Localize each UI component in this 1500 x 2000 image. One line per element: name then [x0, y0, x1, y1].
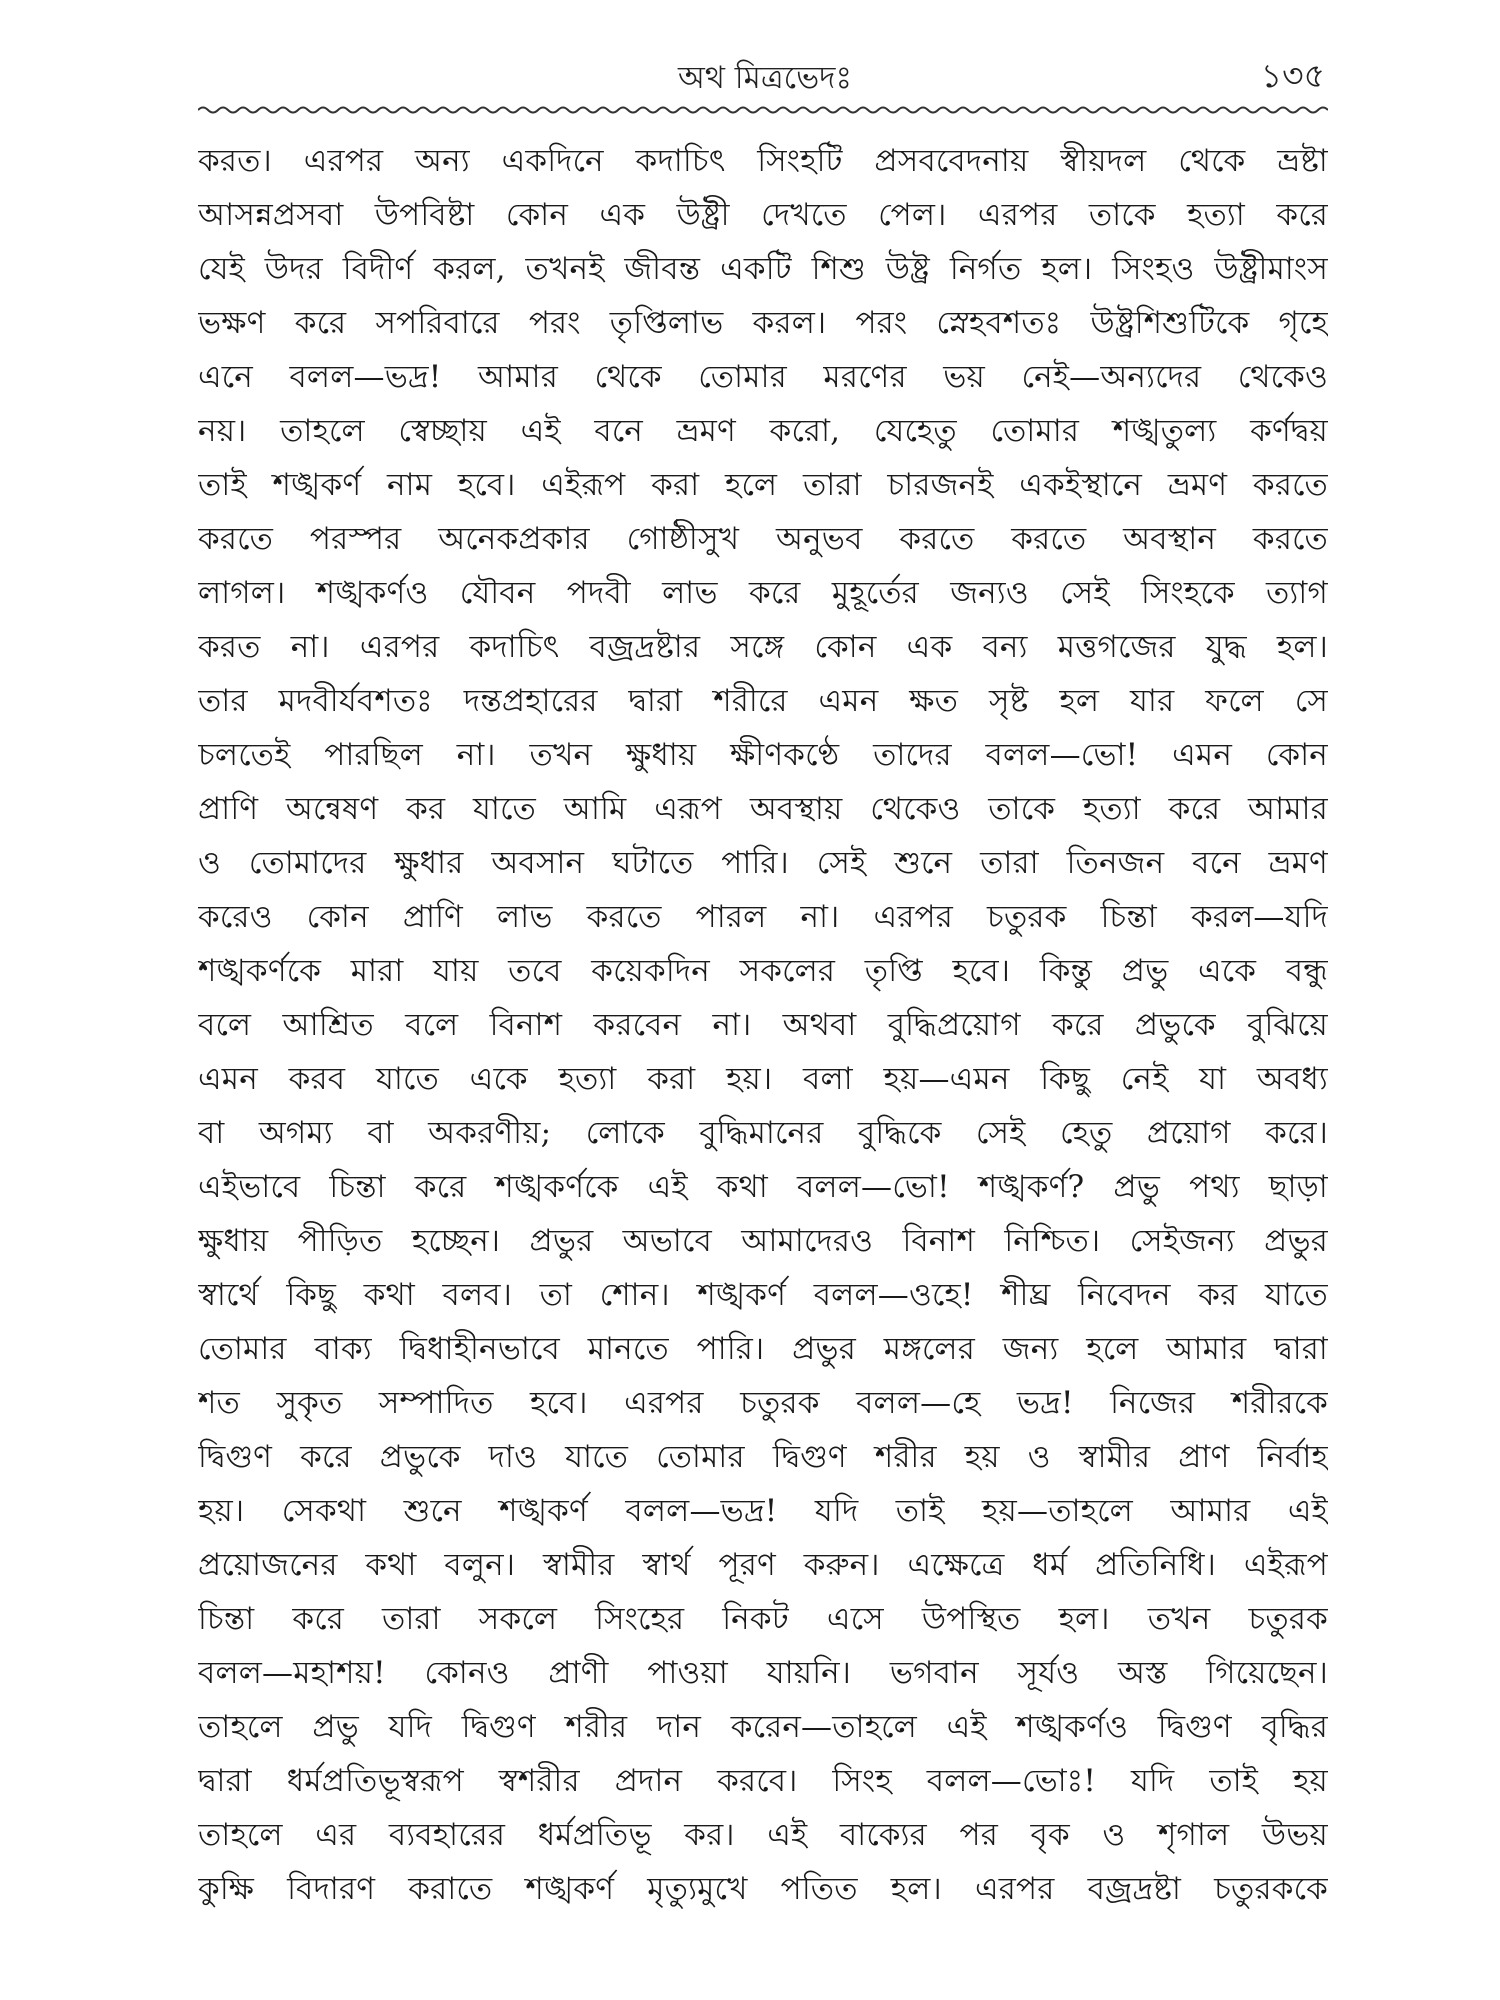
- text-line: করত। এরপর অন্য একদিনে কদাচিৎ সিংহটি প্রসববেদনায় স্বীয়দল থেকে ভ্রষ্টা: [198, 143, 1328, 179]
- text-line: শঙ্খকর্ণকে মারা যায় তবে কয়েকদিন সকলের তৃপ্তি হবে। কিন্তু প্রভু একে বন্ধু: [198, 953, 1328, 989]
- text-line: ক্ষুধায় পীড়িত হচ্ছেন। প্রভুর অভাবে আমাদেরও বিনাশ নিশ্চিত। সেইজন্য প্রভুর: [198, 1223, 1328, 1259]
- page-number: ১৩৫: [1260, 56, 1325, 95]
- text-line: বলল—মহাশয়! কোনও প্রাণী পাওয়া যায়নি। ভগবান সূর্যও অস্ত গিয়েছেন।: [198, 1655, 1328, 1691]
- text-line: প্রয়োজনের কথা বলুন। স্বামীর স্বার্থ পূরণ করুন। এক্ষেত্রে ধর্ম প্রতিনিধি। এইরূপ: [198, 1547, 1328, 1583]
- text-line: স্বার্থে কিছু কথা বলব। তা শোন। শঙ্খকর্ণ বলল—ওহে! শীঘ্র নিবেদন কর যাতে: [198, 1277, 1328, 1313]
- text-line: আসন্নপ্রসবা উপবিষ্টা কোন এক উষ্ট্রী দেখতে পেল। এরপর তাকে হত্যা করে: [198, 197, 1328, 233]
- text-line: তাহলে প্রভু যদি দ্বিগুণ শরীর দান করেন—তাহলে এই শঙ্খকর্ণও দ্বিগুণ বৃদ্ধির: [198, 1709, 1328, 1745]
- text-line: লাগল। শঙ্খকর্ণও যৌবন পদবী লাভ করে মুহূর্তের জন্যও সেই সিংহকে ত্যাগ: [198, 575, 1328, 611]
- text-line: নয়। তাহলে স্বেচ্ছায় এই বনে ভ্রমণ করো, যেহেতু তোমার শঙ্খতুল্য কর্ণদ্বয়: [198, 413, 1328, 449]
- text-line: তাই শঙ্খকর্ণ নাম হবে। এইরূপ করা হলে তারা চারজনই একইস্থানে ভ্রমণ করতে: [198, 467, 1328, 503]
- text-line: প্রাণি অন্বেষণ কর যাতে আমি এরূপ অবস্থায় থেকেও তাকে হত্যা করে আমার: [198, 791, 1328, 827]
- page-header: [205, 52, 1325, 102]
- text-line: তাহলে এর ব্যবহারের ধর্মপ্রতিভূ কর। এই বাক্যের পর বৃক ও শৃগাল উভয়: [198, 1817, 1328, 1853]
- text-line: তোমার বাক্য দ্বিধাহীনভাবে মানতে পারি। প্রভুর মঙ্গলের জন্য হলে আমার দ্বারা: [198, 1331, 1328, 1367]
- text-line: কুক্ষি বিদারণ করাতে শঙ্খকর্ণ মৃত্যুমুখে পতিত হল। এরপর বজ্রদ্রষ্টা চতুরককে: [198, 1871, 1328, 1907]
- running-title: অথ মিত্রভেদঃ: [677, 60, 852, 96]
- text-line: করেও কোন প্রাণি লাভ করতে পারল না। এরপর চতুরক চিন্তা করল—যদি: [198, 899, 1328, 935]
- text-line: চিন্তা করে তারা সকলে সিংহের নিকট এসে উপস্থিত হল। তখন চতুরক: [198, 1601, 1328, 1637]
- text-line: করতে পরস্পর অনেকপ্রকার গোষ্ঠীসুখ অনুভব করতে করতে অবস্থান করতে: [198, 521, 1328, 557]
- text-line: বা অগম্য বা অকরণীয়; লোকে বুদ্ধিমানের বুদ্ধিকে সেই হেতু প্রয়োগ করে।: [198, 1115, 1328, 1151]
- text-line: চলতেই পারছিল না। তখন ক্ষুধায় ক্ষীণকণ্ঠে তাদের বলল—ভো! এমন কোন: [198, 737, 1328, 773]
- body-text: [198, 134, 1328, 1916]
- text-line: শত সুকৃত সম্পাদিত হবে। এরপর চতুরক বলল—হে ভদ্র! নিজের শরীরকে: [198, 1385, 1328, 1421]
- text-line: ভক্ষণ করে সপরিবারে পরং তৃপ্তিলাভ করল। পরং স্নেহবশতঃ উষ্ট্রশিশুটিকে গৃহে: [198, 305, 1328, 341]
- text-line: ও তোমাদের ক্ষুধার অবসান ঘটাতে পারি। সেই শুনে তারা তিনজন বনে ভ্রমণ: [198, 845, 1328, 881]
- text-line: এমন করব যাতে একে হত্যা করা হয়। বলা হয়—এমন কিছু নেই যা অবধ্য: [198, 1061, 1328, 1097]
- header-divider: [198, 104, 1328, 116]
- text-line: যেই উদর বিদীর্ণ করল, তখনই জীবন্ত একটি শিশু উষ্ট্র নির্গত হল। সিংহও উষ্ট্রীমাংস: [198, 251, 1328, 287]
- text-line: করত না। এরপর কদাচিৎ বজ্রদ্রষ্টার সঙ্গে কোন এক বন্য মত্তগজের যুদ্ধ হল।: [198, 629, 1328, 665]
- text-line: দ্বারা ধর্মপ্রতিভূস্বরূপ স্বশরীর প্রদান করবে। সিংহ বলল—ভোঃ! যদি তাই হয়: [198, 1763, 1328, 1799]
- text-line: তার মদবীর্যবশতঃ দন্তপ্রহারের দ্বারা শরীরে এমন ক্ষত সৃষ্ট হল যার ফলে সে: [198, 683, 1328, 719]
- text-line: হয়। সেকথা শুনে শঙ্খকর্ণ বলল—ভদ্র! যদি তাই হয়—তাহলে আমার এই: [198, 1493, 1328, 1529]
- text-line: এইভাবে চিন্তা করে শঙ্খকর্ণকে এই কথা বলল—ভো! শঙ্খকর্ণ? প্রভু পথ্য ছাড়া: [198, 1169, 1328, 1205]
- text-line: এনে বলল—ভদ্র! আমার থেকে তোমার মরণের ভয় নেই—অন্যদের থেকেও: [198, 359, 1328, 395]
- text-line: বলে আশ্রিত বলে বিনাশ করবেন না। অথবা বুদ্ধিপ্রয়োগ করে প্রভুকে বুঝিয়ে: [198, 1007, 1328, 1043]
- text-line: দ্বিগুণ করে প্রভুকে দাও যাতে তোমার দ্বিগুণ শরীর হয় ও স্বামীর প্রাণ নির্বাহ: [198, 1439, 1328, 1475]
